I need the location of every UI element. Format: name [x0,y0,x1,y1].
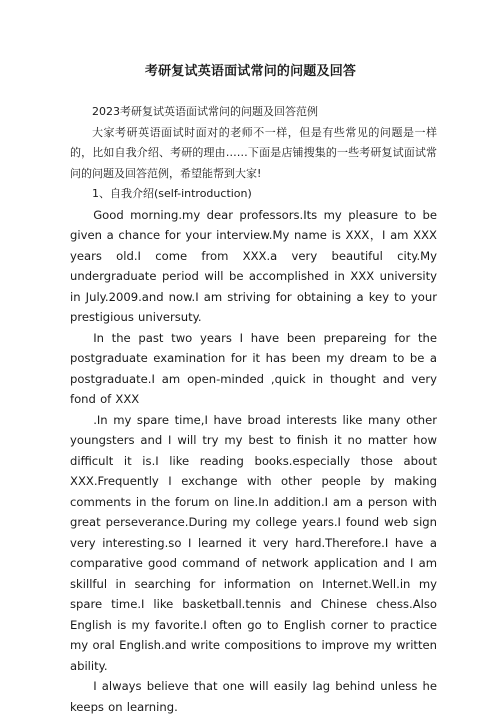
paragraph: Good morning.my dear professors.Its my pleasure to be given a chance for your interview.My name is XXX，I am XXX years old.I come from XXX.a very beautiful city.My undergraduate period will be accomplished in XXX university in July.2009.and now.I am striving for obtaining a key to your prestigious universuty. [70,207,437,324]
paragraph: In the past two years I have been prepareing for the postgraduate examination for it has been my dream to be a postgraduate.I am open-minded ,quick in thought and very fond of XXX [70,330,437,406]
paragraph: 1、自我介绍(self-introduction) [92,187,252,200]
paragraph: I always believe that one will easily lag behind unless he keeps on learning. [70,679,437,714]
document-title: 考研复试英语面试常问的问题及回答 [144,64,357,79]
paragraph: 大家考研英语面试时面对的老师不一样，但是有些常见的问题是一样的，比如自我介绍、考研的理由……下面是店铺搜集的一些考研复试面试常问的问题及回答范例，希望能帮到大家! [70,125,437,180]
document-body [70,102,437,714]
paragraph: .In my spare time,I have broad interests like many other youngsters and I will try my best to finish it no matter how difficult it is.I like reading books.especially those about XXX.Frequently I exchange with other people by making comments in the forum on line.In addition.I am a person with great perseverance.During my college years.I found web sign very interesting.so I learned it very hard.Therefore.I have a comparative good command of network application and I am skillful in searching for information on Internet.Well.in my spare time.I like basketball.tennis and Chinese chess.Also English is my favorite.I often go to English corner to practice my oral English.and write compositions to improve my written ability. [70,412,437,673]
paragraph: 2023考研复试英语面试常问的问题及回答范例 [92,105,318,118]
